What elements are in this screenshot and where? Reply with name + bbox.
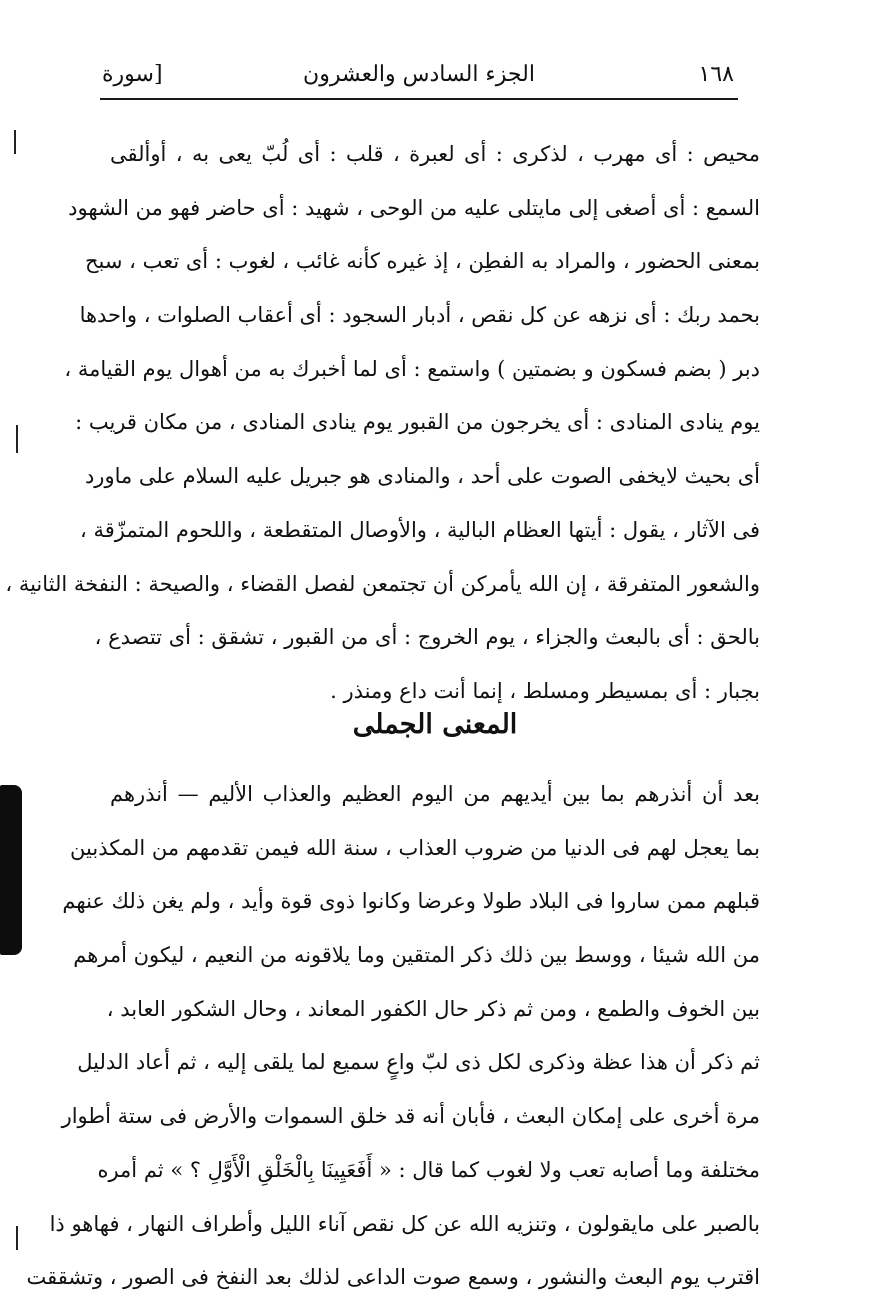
page-header — [100, 58, 738, 100]
summary-line: اقترب يوم البعث والنشور ، وسمع صوت الداعى لذلك بعد النفخ فى الصور ، وتشققت — [26, 1265, 760, 1290]
scan-mark — [16, 425, 18, 453]
scan-edge-shadow — [0, 785, 22, 955]
glossary-line: بمعنى الحضور ، والمراد به الفطِن ، إذ غيره كأنه غائب ، لغوب : أى تعب ، سبح — [84, 249, 760, 274]
summary-line: قبلهم ممن ساروا فى البلاد طولا وعرضا وكانوا ذوى قوة وأيد ، ولم يغن ذلك عنهم — [62, 889, 760, 914]
glossary-line: بالحق : أى بالبعث والجزاء ، يوم الخروج : أى من القبور ، تشقق : أى تتصدع ، — [94, 625, 760, 650]
glossary-line: بحمد ربك : أى نزهه عن كل نقص ، أدبار السجود : أى أعقاب الصلوات ، واحدها — [79, 303, 760, 328]
summary-line: بعد أن أنذرهم بما بين أيديهم من اليوم العظيم والعذاب الأليم — أنذرهم — [110, 782, 760, 806]
summary-line: ثم ذكر أن هذا عظة وذكرى لكل ذى لبّ واعٍ سميع لما يلقى إليه ، ثم أعاد الدليل — [77, 1050, 760, 1075]
summary-line: مختلفة وما أصابه تعب ولا لغوب كما قال : « أَفَعَيِينَا بِالْخَلْقِ الْأَوَّلِ ؟ » ثم أمره — [97, 1157, 760, 1182]
glossary-line: السمع : أى أصغى إلى مايتلى عليه من الوحى ، شهيد : أى حاضر فهو من الشهود — [68, 195, 760, 220]
summary-line: بالصبر على مايقولون ، وتنزيه الله عن كل نقص آناء الليل وأطراف النهار ، فهاهو ذا — [49, 1211, 760, 1236]
glossary-line: محيص : أى مهرب ، لذكرى : أى لعبرة ، قلب : أى لُبّ يعى به ، أوألقى — [110, 142, 760, 166]
glossary-section — [5, 128, 760, 719]
summary-line: بين الخوف والطمع ، ومن ثم ذكر حال الكفور المعاند ، وحال الشكور العابد ، — [106, 996, 760, 1021]
running-title: الجزء السادس والعشرون — [303, 62, 535, 87]
summary-section — [26, 768, 760, 1305]
summary-line: مرة أخرى على إمكان البعث ، فأبان أنه قد خلق السموات والأرض فى ستة أطوار — [61, 1104, 760, 1129]
summary-line: بما يعجل لهم فى الدنيا من ضروب العذاب ، سنة الله فيمن تقدمهم من المكذبين — [70, 835, 760, 860]
glossary-line: دبر ( بضم فسكون و بضمتين ) واستمع : أى لما أخبرك به من أهوال يوم القيامة ، — [64, 356, 760, 381]
glossary-line: بجبار : أى بمسيطر ومسلط ، إنما أنت داع ومنذر . — [330, 678, 760, 703]
summary-line: من الله شيئا ، ووسط بين ذلك ذكر المتقين وما يلاقونه من النعيم ، ليكون أمرهم — [73, 943, 760, 968]
scan-mark — [16, 1226, 18, 1250]
glossary-line: فى الآثار ، يقول : أيتها العظام البالية ، والأوصال المتقطعة ، واللحوم المتمزّقة ، — [80, 517, 760, 542]
glossary-line: أى بحيث لايخفى الصوت على أحد ، والمنادى هو جبريل عليه السلام على ماورد — [84, 464, 760, 489]
section-heading: المعنى الجملى — [352, 709, 518, 740]
surah-label: [سورة — [102, 62, 163, 87]
glossary-line: يوم ينادى المنادى : أى يخرجون من القبور يوم ينادى المنادى ، من مكان قريب : — [75, 410, 760, 435]
page-number: ١٦٨ — [698, 62, 734, 87]
scan-mark — [14, 130, 16, 154]
glossary-line: والشعور المتفرقة ، إن الله يأمركن أن تجتمعن لفصل القضاء ، والصيحة : النفخة الثانية ، — [5, 571, 760, 596]
